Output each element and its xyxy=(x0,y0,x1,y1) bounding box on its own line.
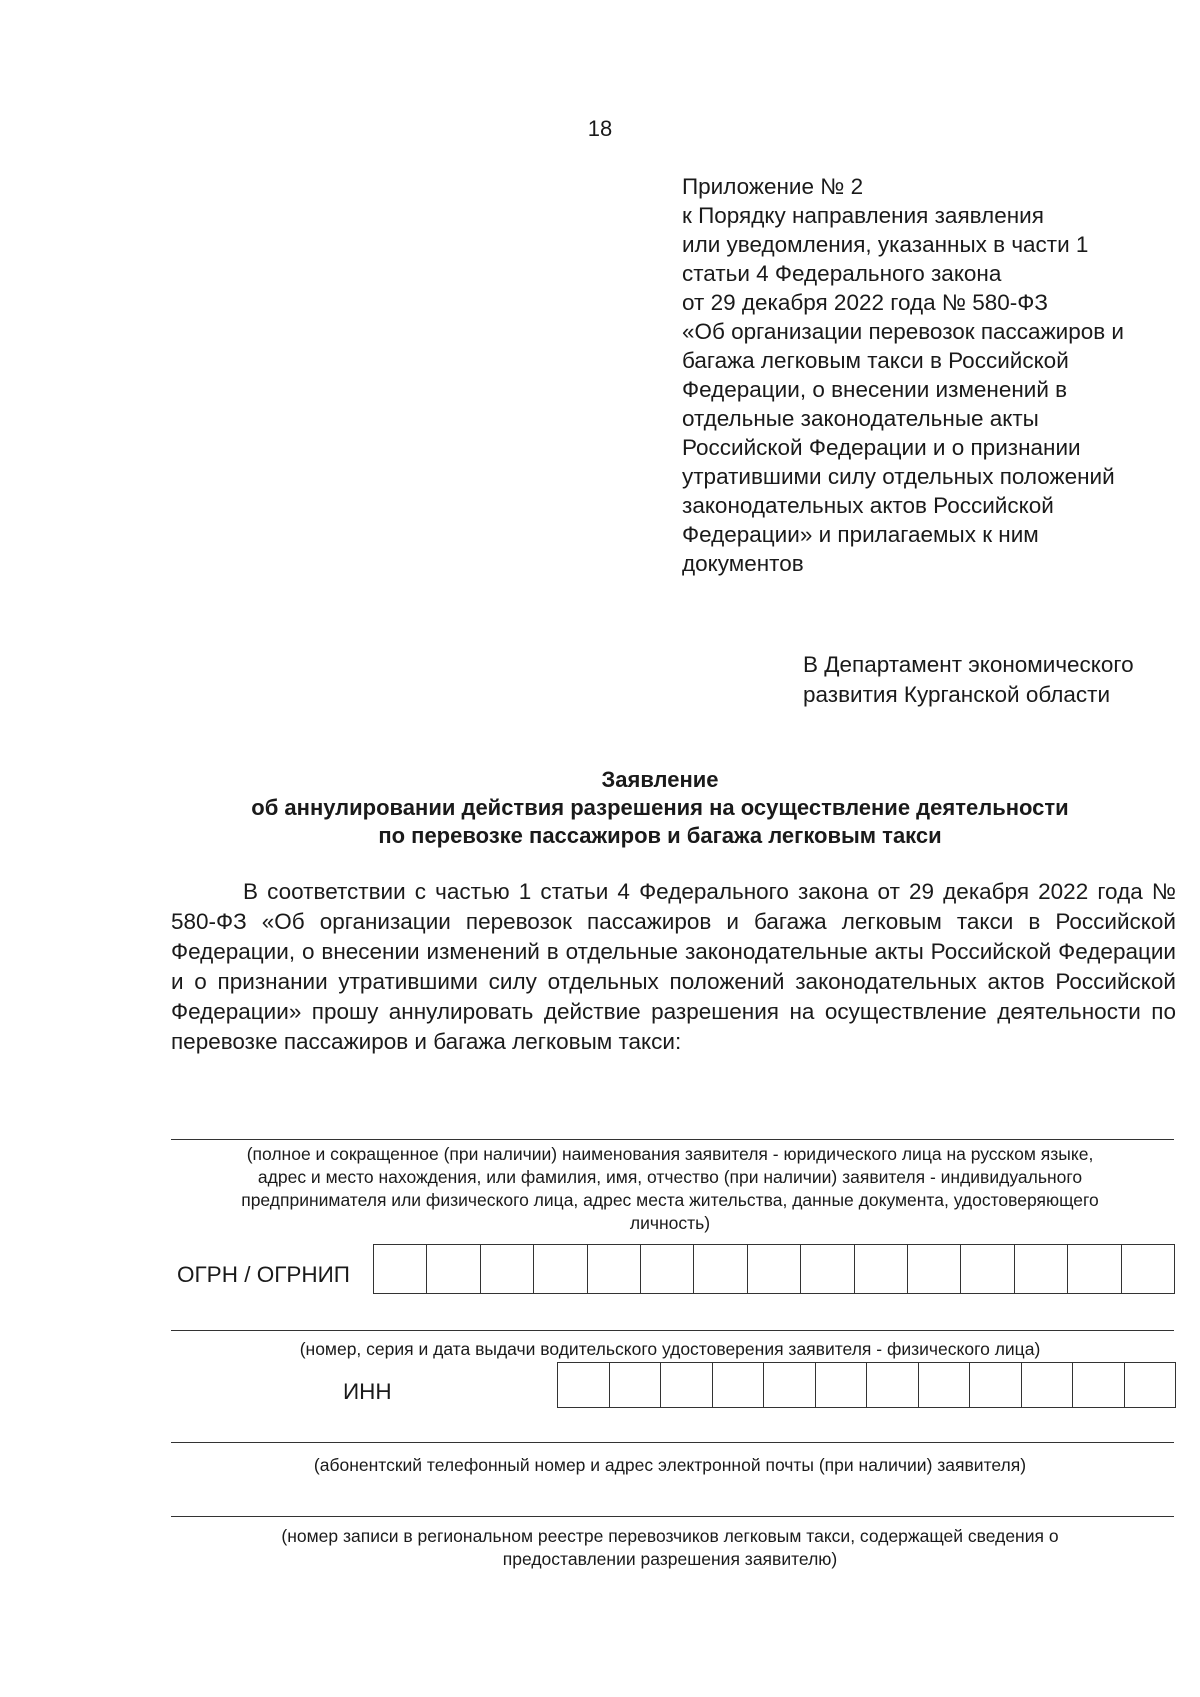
appendix-line: отдельные законодательные акты xyxy=(682,406,1039,431)
inn-digit-cell[interactable] xyxy=(919,1363,971,1407)
ogrn-digit-cell[interactable] xyxy=(908,1245,961,1293)
ogrn-digit-cell[interactable] xyxy=(534,1245,587,1293)
inn-digit-cell[interactable] xyxy=(867,1363,919,1407)
ogrn-input-cells[interactable] xyxy=(373,1244,1175,1294)
title-subheading: по перевозке пассажиров и багажа легковым такси xyxy=(378,823,942,848)
caption-line: личность) xyxy=(629,1213,711,1233)
appendix-line: утратившими силу отдельных положений xyxy=(682,464,1115,489)
title-subheading: об аннулировании действия разрешения на осуществление деятельности xyxy=(251,795,1069,820)
driver-license-caption: (номер, серия и дата выдачи водительского удостоверения заявителя - физического лица) xyxy=(299,1339,1041,1359)
inn-digit-cell[interactable] xyxy=(713,1363,765,1407)
appendix-line: Федерации, о внесении изменений в xyxy=(682,377,1068,402)
caption-line: предпринимателя или физического лица, адрес места жительства, данные документа, удостоверяющего xyxy=(241,1190,1099,1210)
ogrn-digit-cell[interactable] xyxy=(374,1245,427,1293)
inn-digit-cell[interactable] xyxy=(558,1363,610,1407)
inn-input-cells[interactable] xyxy=(557,1362,1176,1408)
contact-line[interactable] xyxy=(171,1442,1174,1443)
appendix-line: законодательных актов Российской xyxy=(682,493,1054,518)
ogrn-digit-cell[interactable] xyxy=(481,1245,534,1293)
page-number: 18 xyxy=(587,116,613,141)
recipient-line: В Департамент экономического xyxy=(803,652,1134,677)
ogrn-digit-cell[interactable] xyxy=(1015,1245,1068,1293)
recipient-line: развития Курганской области xyxy=(803,682,1111,707)
ogrn-digit-cell[interactable] xyxy=(801,1245,854,1293)
appendix-line: багажа легковым такси в Российской xyxy=(682,348,1069,373)
caption-line: (номер записи в региональном реестре перевозчиков легковым такси, содержащей сведения о xyxy=(281,1526,1059,1546)
inn-digit-cell[interactable] xyxy=(816,1363,868,1407)
ogrn-digit-cell[interactable] xyxy=(748,1245,801,1293)
applicant-caption xyxy=(160,1143,1180,1235)
appendix-line: документов xyxy=(682,551,804,576)
inn-digit-cell[interactable] xyxy=(1022,1363,1074,1407)
inn-digit-cell[interactable] xyxy=(610,1363,662,1407)
appendix-line: к Порядку направления заявления xyxy=(682,203,1044,228)
ogrn-digit-cell[interactable] xyxy=(1122,1245,1174,1293)
title-heading: Заявление xyxy=(601,767,719,792)
registry-caption xyxy=(160,1525,1180,1571)
inn-digit-cell[interactable] xyxy=(970,1363,1022,1407)
caption-line: предоставлении разрешения заявителю) xyxy=(502,1549,838,1569)
inn-digit-cell[interactable] xyxy=(1073,1363,1125,1407)
inn-digit-cell[interactable] xyxy=(661,1363,713,1407)
request-paragraph xyxy=(171,877,1176,1057)
request-text: В соответствии с частью 1 статьи 4 Федерального закона от 29 декабря 2022 года № 580-ФЗ «Об организации перевозок пассажиров и багажа легковым такси в Российской Федерации, о внесении изменений в отдельные законодательные акты Российской Федерации и о признании утратившими силу отдельных положений законодательных актов Российской Федерации» прошу аннулировать действие разрешения на осуществление деятельности по перевозке пассажиров и багажа легковым такси: xyxy=(171,879,1176,1054)
caption-line: (полное и сокращенное (при наличии) наименования заявителя - юридического лица на русском языке, xyxy=(246,1144,1094,1164)
appendix-line: или уведомления, указанных в части 1 xyxy=(682,232,1089,257)
appendix-line: статьи 4 Федерального закона xyxy=(682,261,1002,286)
appendix-note xyxy=(682,172,1162,578)
inn-label: ИНН xyxy=(343,1379,392,1404)
ogrn-digit-cell[interactable] xyxy=(1068,1245,1121,1293)
ogrn-label: ОГРН / ОГРНИП xyxy=(177,1262,350,1287)
inn-digit-cell[interactable] xyxy=(764,1363,816,1407)
ogrn-digit-cell[interactable] xyxy=(855,1245,908,1293)
appendix-line: от 29 декабря 2022 года № 580-ФЗ xyxy=(682,290,1048,315)
contact-caption: (абонентский телефонный номер и адрес электронной почты (при наличии) заявителя) xyxy=(313,1455,1027,1475)
ogrn-digit-cell[interactable] xyxy=(641,1245,694,1293)
ogrn-digit-cell[interactable] xyxy=(427,1245,480,1293)
registry-number-line[interactable] xyxy=(171,1516,1174,1517)
ogrn-digit-cell[interactable] xyxy=(961,1245,1014,1293)
caption-line: адрес и место нахождения, или фамилия, имя, отчество (при наличии) заявителя - индивидуального xyxy=(257,1167,1083,1187)
appendix-line: Приложение № 2 xyxy=(682,174,864,199)
ogrn-digit-cell[interactable] xyxy=(588,1245,641,1293)
appendix-line: «Об организации перевозок пассажиров и xyxy=(682,319,1124,344)
inn-digit-cell[interactable] xyxy=(1125,1363,1176,1407)
recipient-block xyxy=(803,650,1134,710)
appendix-line: Российской Федерации и о признании xyxy=(682,435,1081,460)
applicant-name-line[interactable] xyxy=(171,1139,1174,1140)
appendix-line: Федерации» и прилагаемых к ним xyxy=(682,522,1039,547)
driver-license-line[interactable] xyxy=(171,1330,1174,1331)
document-title xyxy=(180,766,1140,850)
ogrn-digit-cell[interactable] xyxy=(694,1245,747,1293)
